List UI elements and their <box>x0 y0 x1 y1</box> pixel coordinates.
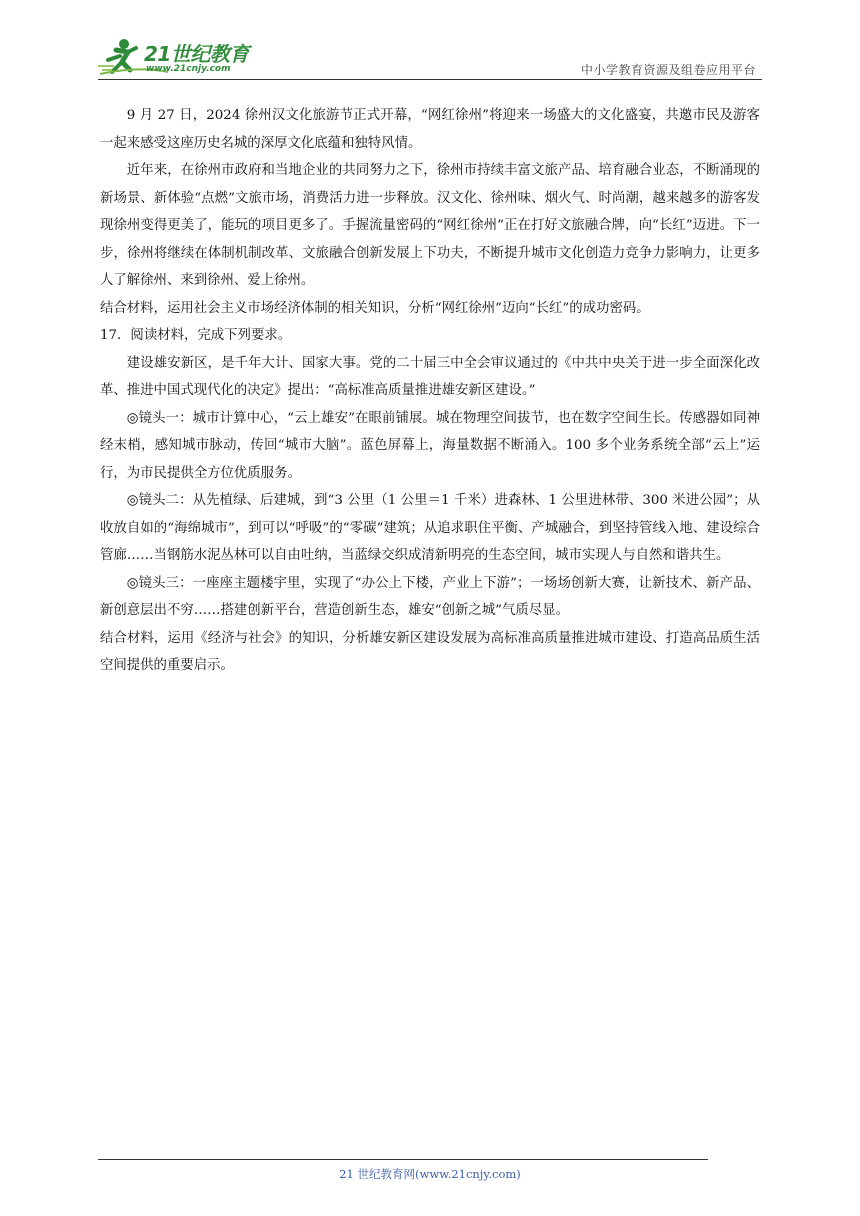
page-footer: 21 世纪教育网(www.21cnjy.com) <box>339 1167 521 1181</box>
question-17-paragraph-1: 建设雄安新区，是千年大计、国家大事。党的二十届三中全会审议通过的《中共中央关于进一步全面深化改革、推进中国式现代化的决定》提出：“高标准高质量推进雄安新区建设。” <box>100 355 760 398</box>
question-16-task: 结合材料，运用社会主义市场经济体制的相关知识，分析“网红徐州”迈向“长红”的成功密码。 <box>100 300 650 316</box>
page-header <box>98 36 762 80</box>
question-17-scene-2: ◎镜头二：从先植绿、后建城，到“3 公里（1 公里＝1 千米）进森林、1 公里进林带、300 米进公园”；从收放自如的“海绵城市”，到可以“呼吸”的“零碳”建筑；从追求职住平衡、产城融合，到坚持管线入地、建设综合管廊……当钢筋水泥丛林可以自由吐纳，当蓝绿交织成清新明亮的生态空间，城市实现人与自然和谐共生。 <box>100 493 760 563</box>
document-body <box>100 102 760 680</box>
logo <box>98 36 258 78</box>
footer-divider <box>98 1159 708 1160</box>
logo-text: 21世纪教育 <box>144 42 249 66</box>
question-17-scene-3: ◎镜头三：一座座主题楼宇里，实现了“办公上下楼，产业上下游”；一场场创新大赛，让新技术、新产品、新创意层出不穷……搭建创新平台，营造创新生态，雄安“创新之城”气质尽显。 <box>100 575 760 618</box>
logo-url: www.21cnjy.com <box>146 64 231 74</box>
header-divider <box>98 79 762 80</box>
question-17-scene-1: ◎镜头一：城市计算中心，“云上雄安”在眼前铺展。城在物理空间拔节，也在数字空间生长。传感器如同神经末梢，感知城市脉动，传回“城市大脑”。蓝色屏幕上，海量数据不断涌入。100 多个业务系统全部“云上”运行，为市民提供全方位优质服务。 <box>100 410 760 481</box>
material-paragraph-1: 9 月 27 日，2024 徐州汉文化旅游节正式开幕，“网红徐州”将迎来一场盛大的文化盛宴，共邀市民及游客一起来感受这座历史名城的深厚文化底蕴和独特风情。 <box>100 108 760 151</box>
material-paragraph-2: 近年来，在徐州市政府和当地企业的共同努力之下，徐州市持续丰富文旅产品、培育融合业态，不断涌现的新场景、新体验“点燃”文旅市场，消费活力进一步释放。汉文化、徐州味、烟火气、时尚潮，越来越多的游客发现徐州变得更美了，能玩的项目更多了。手握流量密码的“网红徐州”正在打好文旅融合牌，向“长红”迈进。下一步，徐州将继续在体制机制改革、文旅融合创新发展上下功夫，不断提升城市文化创造力竞争力影响力，让更多人了解徐州、来到徐州、爱上徐州。 <box>100 163 760 288</box>
platform-name: 中小学教育资源及组卷应用平台 <box>580 63 756 77</box>
question-17-title: 17．阅读材料，完成下列要求。 <box>100 328 292 343</box>
question-17-task: 结合材料，运用《经济与社会》的知识，分析雄安新区建设发展为高标准高质量推进城市建设、打造高品质生活空间提供的重要启示。 <box>100 630 760 673</box>
